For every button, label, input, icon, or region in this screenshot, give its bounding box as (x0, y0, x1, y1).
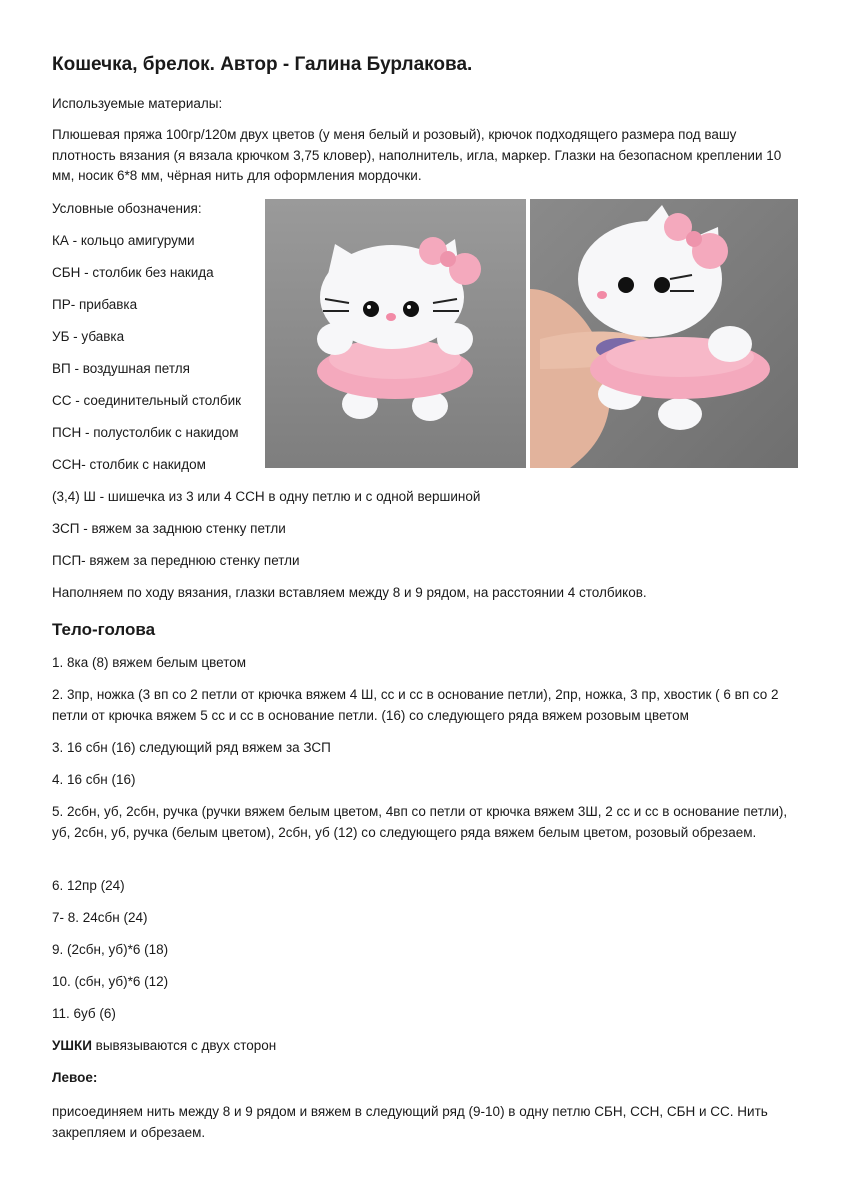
legend-item: ССН- столбик с накидом (52, 457, 206, 472)
cat-photo-hand (530, 199, 798, 468)
pattern-row: 4. 16 сбн (16) (52, 772, 136, 787)
materials-text: Плюшевая пряжа 100гр/120м двух цветов (у меня белый и розовый), крючок подходящего размера под вашу плотность вязания (я вязала крючком 3,75 кловер), наполнитель, игла, маркер. Глазки на безопасном креплении 10 мм, носик 6*8 мм, чёрная нить для оформления мордочки. (52, 127, 782, 183)
legend-item: ПСН - полустолбик с накидом (52, 425, 239, 440)
legend-item: КА - кольцо амигуруми (52, 233, 195, 248)
ears-note (52, 1036, 797, 1057)
pattern-row: 1. 8ка (8) вяжем белым цветом (52, 655, 247, 670)
pattern-row: 11. 6уб (6) (52, 1006, 116, 1021)
legend-item: ПСП- вяжем за переднюю стенку петли (52, 553, 300, 568)
legend-item: ЗСП - вяжем за заднюю стенку петли (52, 521, 286, 536)
ears-text: вывязываются с двух сторон (91, 1038, 277, 1053)
cat-photo-front (265, 199, 526, 468)
legend-item: СБН - столбик без накида (52, 265, 214, 280)
section-heading-body: Тело-голова (52, 620, 156, 639)
pattern-row: 6. 12пр (24) (52, 878, 125, 893)
legend-item: СС - соединительный столбик (52, 393, 242, 408)
legend-heading: Условные обозначения: (52, 201, 202, 216)
materials-heading: Используемые материалы: (52, 96, 223, 111)
pattern-row: 5. 2сбн, уб, 2сбн, ручка (ручки вяжем белым цветом, 4вп со петли от крючка вяжем 3Ш, 2 сс и сс в основание петли), уб, 2сбн, уб, ручка (белым цветом), 2сбн, уб (12) со следующего ряда вяжем белым цветом, розовый обрезаем. (52, 804, 788, 840)
pattern-row: 3. 16 сбн (16) следующий ряд вяжем за ЗСП (52, 740, 331, 755)
pattern-row: 2. 3пр, ножка (3 вп со 2 петли от крючка вяжем 4 Ш, сс и сс в основание петли), 2пр, ножка, 3 пр, хвостик ( 6 вп со 2 петли от крючка вяжем 5 сс и сс в основание петли. (16) со следующего ряда вяжем розовым цветом (52, 687, 779, 723)
document-title: Кошечка, брелок. Автор - Галина Бурлакова. (52, 54, 473, 75)
legend-item: ВП - воздушная петля (52, 361, 190, 376)
left-ear-heading: Левое: (52, 1070, 98, 1085)
pattern-row: 7- 8. 24сбн (24) (52, 910, 148, 925)
legend-item: ПР- прибавка (52, 297, 138, 312)
stuffing-note: Наполняем по ходу вязания, глазки вставляем между 8 и 9 рядом, на расстоянии 4 столбиков. (52, 585, 647, 600)
pattern-row: 10. (сбн, уб)*6 (12) (52, 974, 169, 989)
ears-label: УШКИ (52, 1038, 92, 1053)
legend-item: (3,4) Ш - шишечка из 3 или 4 ССН в одну петлю и с одной вершиной (52, 489, 481, 504)
left-ear-text: присоединяем нить между 8 и 9 рядом и вяжем в следующий ряд (9-10) в одну петлю СБН, ССН, СБН и СС. Нить закрепляем и обрезаем. (52, 1104, 768, 1140)
legend-item: УБ - убавка (52, 329, 125, 344)
pattern-row: 9. (2сбн, уб)*6 (18) (52, 942, 169, 957)
